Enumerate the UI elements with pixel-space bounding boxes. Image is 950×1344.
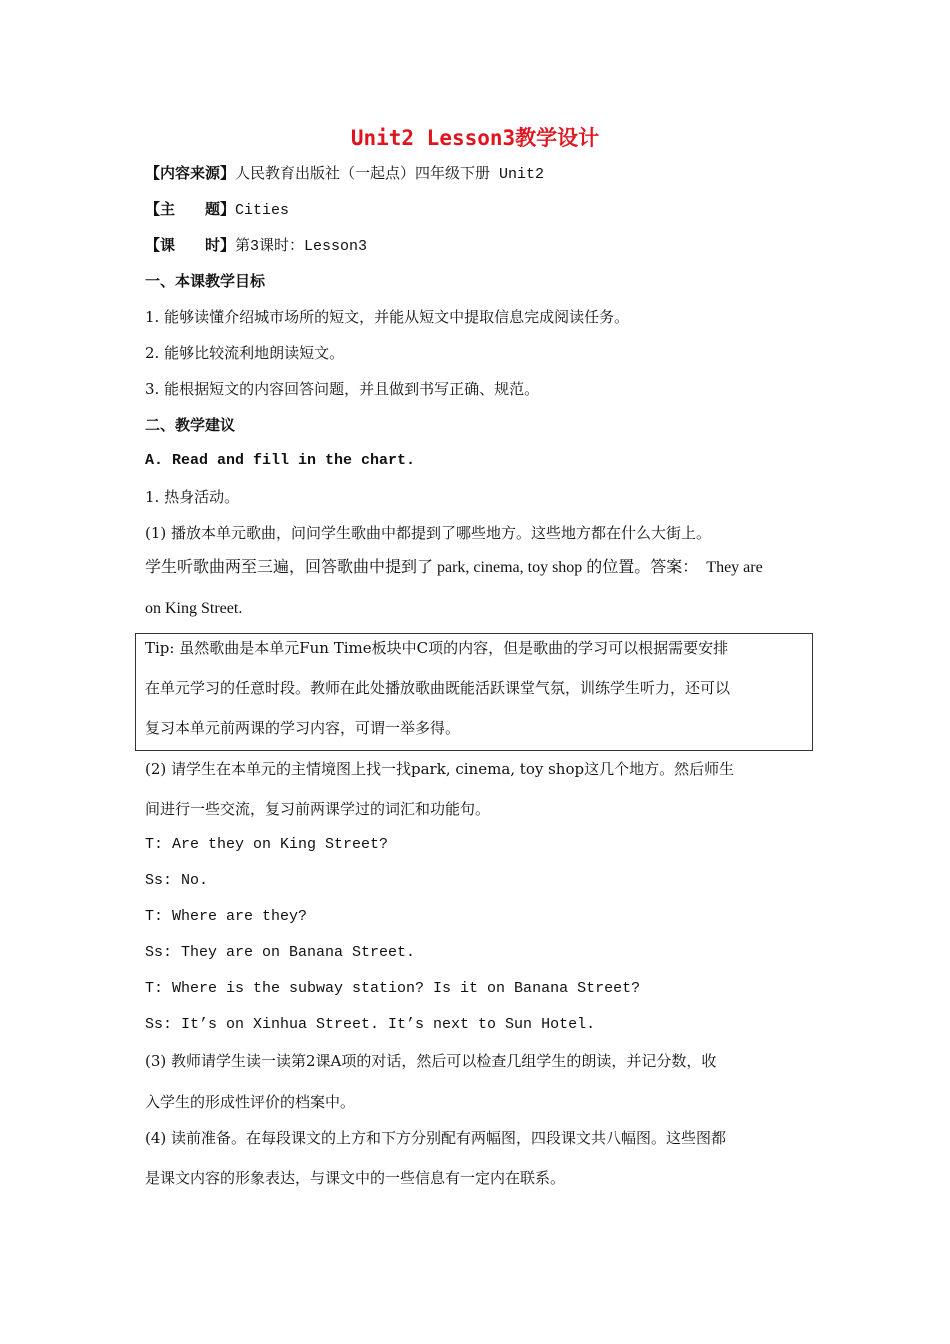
tip-line: Tip: 虽然歌曲是本单元Fun Time板块中C项的内容，但是歌曲的学习可以根据需要安排	[145, 639, 729, 657]
dialog-line: Ss: No.	[145, 872, 209, 889]
meta-source	[145, 163, 544, 185]
meta-period	[145, 235, 367, 257]
meta-source-label: 【内容来源】	[145, 164, 236, 182]
dialog-line: Ss: They are on Banana Street.	[145, 944, 416, 961]
goal-item: 2. 能够比较流利地朗读短文。	[145, 344, 345, 362]
section-heading-goals: 一、本课教学目标	[145, 272, 266, 290]
meta-topic	[145, 199, 289, 221]
tip-box	[135, 633, 813, 751]
tip-line: 在单元学习的任意时段。教师在此处播放歌曲既能活跃课堂气氛，训练学生听力，还可以	[145, 679, 731, 697]
paragraph-4-line2: 是课文内容的形象表达，与课文中的一些信息有一定内在联系。	[145, 1169, 566, 1187]
meta-period-label: 【课 时】	[145, 236, 236, 254]
paragraph-3-line2: 入学生的形成性评价的档案中。	[145, 1093, 356, 1111]
dialog-line: T: Where is the subway station? Is it on Banana Street?	[145, 980, 641, 997]
dialog-line: T: Where are they?	[145, 908, 308, 925]
paragraph-4-line1: (4) 读前准备。在每段课文的上方和下方分别配有两幅图，四段课文共八幅图。这些图都	[145, 1129, 727, 1147]
paragraph-1b-line1: 学生听歌曲两至三遍，回答歌曲中提到了 park, cinema, toy shop 的位置。答案： They are	[145, 559, 763, 576]
step-warmup: 1. 热身活动。	[145, 488, 240, 506]
meta-source-value: 人民教育出版社（一起点）四年级下册 Unit2	[235, 166, 545, 183]
goal-item: 3. 能根据短文的内容回答问题，并且做到书写正确、规范。	[145, 380, 540, 398]
paragraph-1: (1) 播放本单元歌曲，问问学生歌曲中都提到了哪些地方。这些地方都在什么大街上。	[145, 524, 712, 542]
goal-item: 1. 能够读懂介绍城市场所的短文，并能从短文中提取信息完成阅读任务。	[145, 308, 630, 326]
paragraph-2-line2: 间进行一些交流，复习前两课学过的词汇和功能句。	[145, 800, 491, 818]
meta-topic-value: Cities	[235, 202, 290, 219]
meta-period-value: 第3课时：Lesson3	[235, 238, 368, 255]
paragraph-2-line1: (2) 请学生在本单元的主情境图上找一找park, cinema, toy shop这几个地方。然后师生	[145, 760, 735, 778]
paragraph-3-line1: (3) 教师请学生读一读第2课A项的对话，然后可以检查几组学生的朗读，并记分数，收	[145, 1052, 717, 1070]
page-title: Unit2 Lesson3教学设计	[350, 126, 600, 150]
section-heading-suggestions: 二、教学建议	[145, 416, 236, 434]
dialog-line: Ss: It’s on Xinhua Street. It’s next to Sun Hotel.	[145, 1016, 596, 1033]
meta-topic-label: 【主 题】	[145, 200, 236, 218]
dialog-line: T: Are they on King Street?	[145, 836, 389, 853]
subheading-read-fill: A. Read and fill in the chart.	[145, 452, 416, 469]
tip-line: 复习本单元前两课的学习内容，可谓一举多得。	[145, 719, 461, 737]
paragraph-1b-line2: on King Street.	[145, 600, 243, 617]
